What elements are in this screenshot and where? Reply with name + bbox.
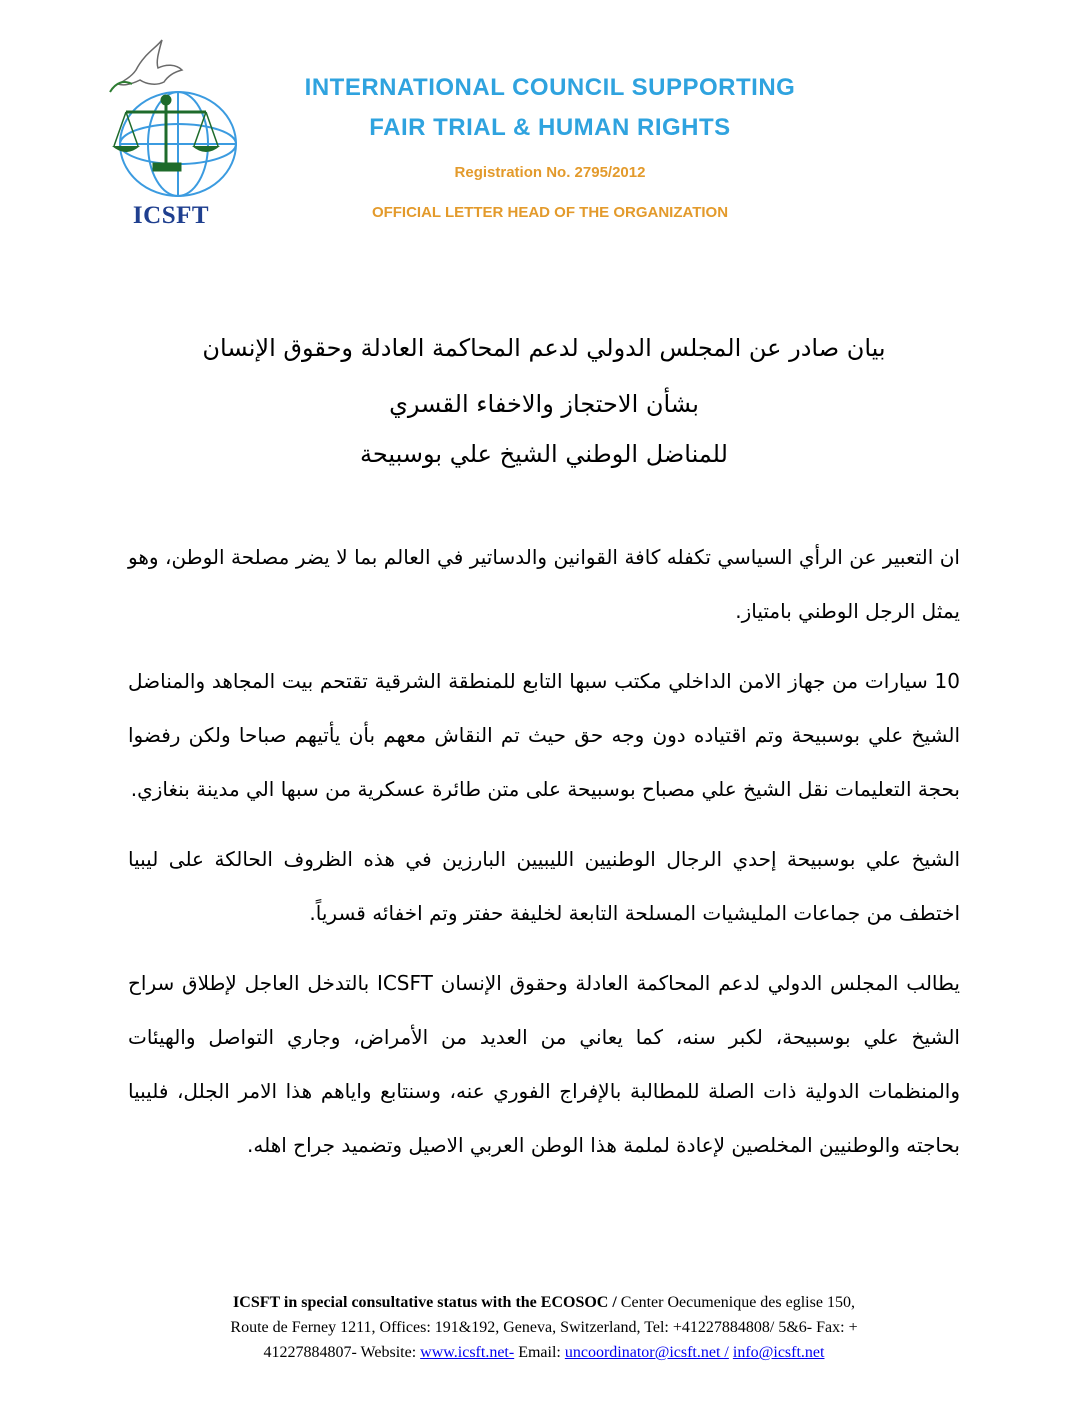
footer-address-3: 41227884807- Website:: [263, 1344, 421, 1361]
footer-address-2: Route de Ferney 1211, Offices: 191&192, Geneva, Switzerland, Tel: +41227884808/ 5&6- Fax: +: [230, 1319, 858, 1336]
official-letterhead-label: OFFICIAL LETTER HEAD OF THE ORGANIZATION: [371, 204, 729, 221]
website-link[interactable]: www.icsft.net-: [420, 1344, 515, 1361]
statement-body: [128, 530, 960, 1188]
paragraph-3: الشيخ علي بوسبيحة إحدي الرجال الوطنيين الليبيين البارزين في هذه الظروف الحالكة على ليبيا اختطف من جماعات المليشيات المسلحة التابعة لخليفة حفتر وتم اخفائه قسرياً.: [128, 847, 960, 925]
footer: [130, 1290, 958, 1365]
statement-heading-line3: للمناضل الوطني الشيخ علي بوسبيحة: [360, 440, 728, 468]
statement-heading-line1: بيان صادر عن المجلس الدولي لدعم المحاكمة العادلة وحقوق الإنسان: [202, 334, 886, 362]
paragraph-2: 10 سيارات من جهاز الامن الداخلي مكتب سبها التابع للمنطقة الشرقية تقتحم بيت المجاهد والمناضل الشيخ علي بوسبيحة وتم اقتياده دون وجه حق حيث تم النقاش معهم بأن يأتيهم صباحا ولكن رفضوا بحجة التعليمات نقل الشيخ علي مصباح بوسبيحة على متن طائرة عسكرية من سبها الي مدينة بنغازي.: [128, 669, 960, 801]
footer-address-1: Center Oecumenique des eglise 150,: [616, 1294, 855, 1311]
statement-heading-line2: بشأن الاحتجاز والاخفاء القسري: [389, 390, 699, 418]
email-link-info[interactable]: info@icsft.net: [732, 1344, 825, 1361]
paragraph-4: يطالب المجلس الدولي لدعم المحاكمة العادلة وحقوق الإنسان ICSFT بالتدخل العاجل لإطلاق سراح الشيخ علي بوسبيحة، لكبر سنه، كما يعاني من العديد من الأمراض، وجاري التواصل والهيئات والمنظمات الدولية ذات الصلة للمطالبة بالإفراج الفوري عنه، وسنتابع واياهم هذا الامر الجلل، فليبيا بحاجته والوطنيين المخلصين لإعادة لملمة هذا الوطن العربي الاصيل وتضميد جراح اهله.: [128, 971, 960, 1157]
org-title-line1: INTERNATIONAL COUNCIL SUPPORTING: [304, 74, 796, 101]
org-title-line2: FAIR TRIAL & HUMAN RIGHTS: [369, 114, 731, 141]
registration-number: Registration No. 2795/2012: [454, 164, 646, 181]
scales-of-justice-icon: [96, 34, 246, 204]
logo-text: ICSFT: [132, 202, 210, 229]
email-link-uncoordinator[interactable]: uncoordinator@icsft.net /: [564, 1344, 729, 1361]
paragraph-1: ان التعبير عن الرأي السياسي تكفله كافة القوانين والدساتير في العالم بما لا يضر مصلحة الوطن، وهو يمثل الرجل الوطني بامتياز.: [128, 545, 960, 623]
footer-status: ICSFT in special consultative status with the ECOSOC /: [233, 1294, 617, 1311]
organization-logo: [96, 34, 246, 234]
footer-email-label: Email:: [514, 1344, 565, 1361]
